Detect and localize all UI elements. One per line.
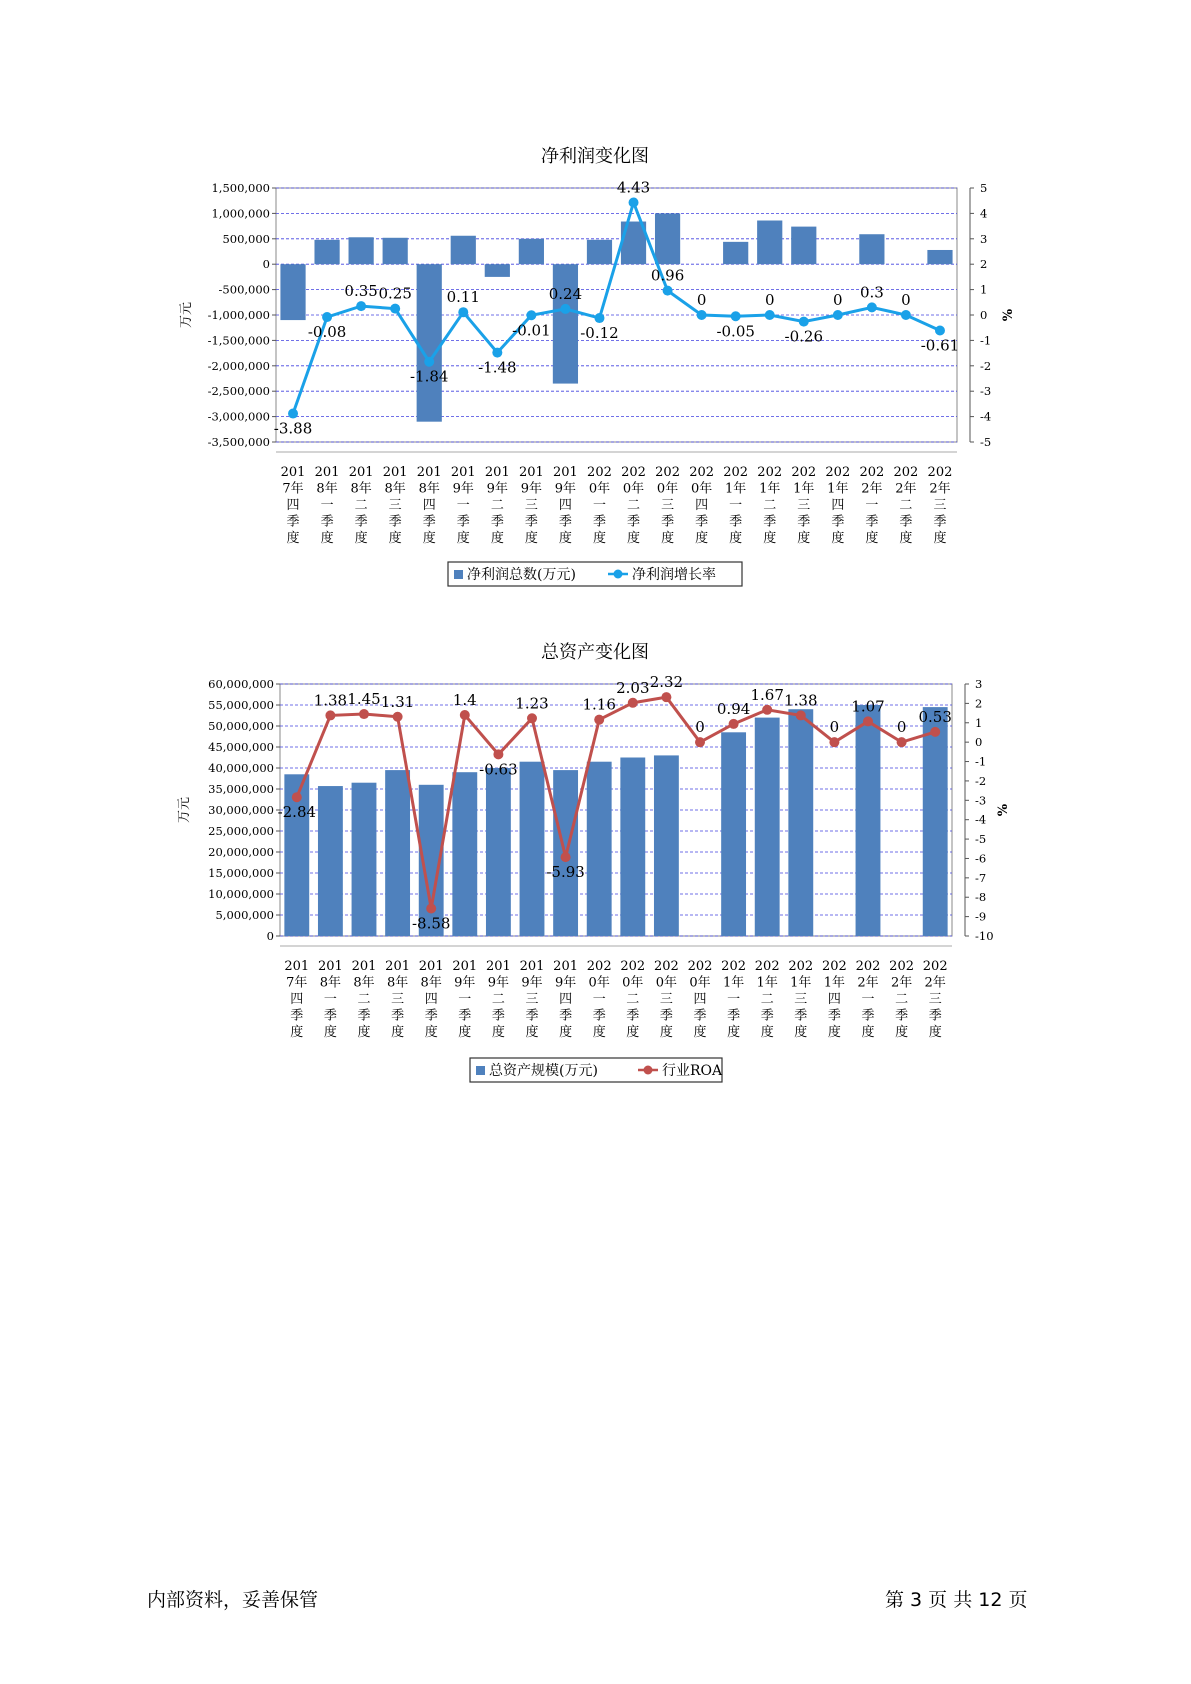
bar xyxy=(587,762,612,936)
y-tick-label: 1,000,000 xyxy=(211,206,270,221)
legend-bar-swatch xyxy=(454,570,463,579)
data-label: 0 xyxy=(695,718,705,737)
y-tick-label: 15,000,000 xyxy=(208,866,274,880)
data-label: 1.23 xyxy=(515,694,549,713)
bar xyxy=(757,221,782,265)
chart-svg xyxy=(0,640,1191,1090)
line-point xyxy=(493,749,503,759)
y-tick-label: -1,000,000 xyxy=(207,308,270,322)
y2-tick-label: 4 xyxy=(980,206,988,221)
data-label: 0.94 xyxy=(716,699,751,718)
bar xyxy=(927,250,952,264)
chart-title: 总资产变化图 xyxy=(541,642,649,663)
line-point xyxy=(594,715,604,725)
data-label: -0.08 xyxy=(307,323,347,342)
legend-bar-label: 总资产规模(万元) xyxy=(489,1063,598,1079)
x-tick-label: 202 2年三季度 xyxy=(927,465,953,546)
y2-tick-label: -1 xyxy=(975,754,987,769)
x-tick-label: 201 8年二季度 xyxy=(348,465,374,546)
x-tick-label: 201 8年四季度 xyxy=(418,959,444,1040)
x-tick-label: 201 9年二季度 xyxy=(484,465,510,546)
x-tick-label: 202 2年一季度 xyxy=(859,465,885,546)
y-tick-label: -2,000,000 xyxy=(207,358,270,373)
bar xyxy=(486,768,511,936)
legend-bar-label: 净利润总数(万元) xyxy=(467,567,576,583)
line-point xyxy=(527,713,537,723)
bar xyxy=(553,264,578,383)
data-label: 1.07 xyxy=(851,697,885,716)
bar xyxy=(791,227,816,265)
x-tick-label: 201 8年一季度 xyxy=(314,465,340,546)
x-tick-label: 202 2年二季度 xyxy=(889,959,915,1040)
y-tick-label: 30,000,000 xyxy=(208,803,274,817)
y2-tick-label: -8 xyxy=(975,890,987,905)
line-point xyxy=(426,903,436,913)
data-label: 0.35 xyxy=(344,282,378,301)
chart-svg xyxy=(0,140,1191,590)
line-point xyxy=(867,302,877,312)
y2-tick-label: 1 xyxy=(975,715,983,730)
x-tick-label: 202 0年一季度 xyxy=(586,959,612,1040)
bar xyxy=(723,242,748,264)
bar xyxy=(352,783,377,936)
bar xyxy=(755,718,780,936)
y2-tick-label: -3 xyxy=(975,793,987,808)
y-tick-label: -500,000 xyxy=(218,282,270,297)
y-tick-label: 0 xyxy=(266,929,274,943)
bar xyxy=(655,213,680,264)
data-label: -1.48 xyxy=(478,358,517,377)
y2-tick-label: 1 xyxy=(980,282,988,297)
line-point xyxy=(663,286,673,296)
line-point xyxy=(661,692,671,702)
x-tick-label: 202 1年二季度 xyxy=(754,959,780,1040)
x-tick-label: 201 7年四季度 xyxy=(284,959,310,1040)
y2-tick-label: -3 xyxy=(980,384,992,399)
data-label: 0.3 xyxy=(859,283,884,302)
line-point xyxy=(765,310,775,320)
data-label: 0 xyxy=(901,291,911,309)
data-label: -1.84 xyxy=(409,367,449,386)
y-tick-label: 1,500,000 xyxy=(211,181,270,195)
line-point xyxy=(288,409,298,419)
y2-tick-label: -5 xyxy=(980,435,992,449)
line-point xyxy=(424,357,434,367)
x-tick-label: 201 9年二季度 xyxy=(485,959,511,1040)
line-point xyxy=(292,792,302,802)
y2-tick-label: 2 xyxy=(975,696,983,711)
footer-page-number: 第 3 页 共 12 页 xyxy=(885,1589,1028,1611)
x-tick-label: 202 0年二季度 xyxy=(621,465,646,546)
data-label: 0.53 xyxy=(918,707,952,726)
data-label: -0.05 xyxy=(716,322,755,341)
data-label: 1.67 xyxy=(750,685,784,704)
data-label: -2.84 xyxy=(277,803,317,822)
y2-tick-label: -2 xyxy=(980,358,992,373)
y2-tick-label: -9 xyxy=(975,909,987,924)
bar xyxy=(385,770,410,936)
x-tick-label: 201 9年四季度 xyxy=(553,465,578,546)
y-tick-label: 25,000,000 xyxy=(208,824,274,838)
bar xyxy=(587,240,612,264)
data-label: -5.93 xyxy=(546,863,585,882)
line-point xyxy=(729,719,739,729)
data-label: 4.43 xyxy=(616,178,651,197)
data-label: 2.32 xyxy=(649,673,684,692)
x-tick-label: 201 9年三季度 xyxy=(519,959,545,1040)
data-label: -0.63 xyxy=(479,760,518,779)
x-tick-label: 202 2年二季度 xyxy=(893,465,919,546)
y-tick-label: 40,000,000 xyxy=(208,761,274,775)
bar xyxy=(417,264,442,421)
bar xyxy=(654,755,679,936)
legend-line-label: 净利润增长率 xyxy=(632,567,716,583)
y-tick-label: -3,000,000 xyxy=(207,409,270,424)
y2-tick-label: -6 xyxy=(975,851,987,866)
bar xyxy=(280,264,305,320)
data-label: 0 xyxy=(896,718,907,737)
x-tick-label: 202 0年一季度 xyxy=(587,465,612,546)
y2-tick-label: 2 xyxy=(980,257,988,272)
x-tick-label: 202 2年一季度 xyxy=(855,959,881,1040)
chart-title: 净利润变化图 xyxy=(541,146,649,167)
x-tick-label: 201 9年一季度 xyxy=(452,959,478,1040)
data-label: 1.16 xyxy=(582,695,616,714)
y2-tick-label: 3 xyxy=(975,677,983,691)
line-point xyxy=(356,301,366,311)
data-label: 1.45 xyxy=(347,690,381,709)
y-tick-label: 5,000,000 xyxy=(215,908,274,922)
line-point xyxy=(695,737,705,747)
data-label: 0.96 xyxy=(650,266,685,285)
y-tick-label: -3,500,000 xyxy=(207,435,270,449)
line-point xyxy=(629,197,639,207)
line-point xyxy=(492,348,502,358)
bar xyxy=(485,264,510,277)
x-tick-label: 202 0年三季度 xyxy=(653,959,679,1040)
data-label: -3.88 xyxy=(273,419,313,438)
line-point xyxy=(863,716,873,726)
line-point xyxy=(393,712,403,722)
x-tick-label: 202 1年二季度 xyxy=(757,465,783,546)
data-label: -0.61 xyxy=(920,336,960,355)
x-tick-label: 202 0年三季度 xyxy=(655,465,680,546)
y-tick-label: 0 xyxy=(262,257,270,272)
y-tick-label: 55,000,000 xyxy=(208,698,274,712)
x-tick-label: 202 2年三季度 xyxy=(922,959,948,1040)
line-point xyxy=(762,705,772,715)
bar xyxy=(923,707,948,936)
data-label: 2.03 xyxy=(616,678,650,697)
line-point xyxy=(935,325,945,335)
y2-tick-label: -4 xyxy=(975,812,987,827)
line-point xyxy=(829,737,839,747)
bar xyxy=(620,758,645,937)
y2-tick-label: -10 xyxy=(975,929,994,943)
data-label: 1.4 xyxy=(452,691,477,710)
y-tick-label: 35,000,000 xyxy=(208,782,274,796)
data-label: -0.12 xyxy=(580,324,619,343)
bar xyxy=(856,705,881,936)
x-tick-label: 202 1年三季度 xyxy=(791,465,817,546)
x-tick-label: 201 8年三季度 xyxy=(385,959,411,1040)
data-label: 0.24 xyxy=(548,284,583,303)
line-point xyxy=(561,852,571,862)
data-label: 0 xyxy=(764,291,775,309)
x-tick-label: 201 8年三季度 xyxy=(382,465,408,546)
bar xyxy=(318,786,343,936)
y2-tick-label: -7 xyxy=(975,870,987,885)
legend-line-marker xyxy=(644,1066,653,1075)
legend-bar-swatch xyxy=(476,1066,485,1075)
y-axis-label: 万元 xyxy=(179,301,194,329)
data-label: 0.25 xyxy=(378,284,412,303)
x-tick-label: 201 9年四季度 xyxy=(553,959,579,1040)
y2-axis-label: % xyxy=(996,803,1011,817)
y-tick-label: 500,000 xyxy=(222,231,270,246)
line-point xyxy=(901,310,911,320)
data-label: 1.31 xyxy=(380,692,415,711)
y-tick-label: 60,000,000 xyxy=(208,677,274,691)
line-point xyxy=(799,317,809,327)
y2-tick-label: 5 xyxy=(980,181,988,195)
bar xyxy=(452,772,477,936)
line-point xyxy=(594,313,604,323)
line-point xyxy=(930,727,940,737)
line-point xyxy=(458,307,468,317)
data-label: 0.11 xyxy=(446,288,480,307)
legend-line-label: 行业ROA xyxy=(662,1063,723,1079)
line-point xyxy=(322,312,332,322)
y-tick-label: 20,000,000 xyxy=(208,845,274,859)
x-tick-label: 201 8年一季度 xyxy=(317,959,343,1040)
x-tick-label: 202 0年四季度 xyxy=(689,465,715,546)
x-tick-label: 202 1年一季度 xyxy=(721,959,747,1040)
x-tick-label: 202 1年一季度 xyxy=(723,465,749,546)
data-label: -0.01 xyxy=(512,321,551,340)
x-tick-label: 201 8年四季度 xyxy=(416,465,442,546)
line-point xyxy=(833,310,843,320)
bar xyxy=(383,238,408,264)
total-assets-chart xyxy=(0,640,1191,1090)
x-tick-label: 202 1年四季度 xyxy=(821,959,847,1040)
bar xyxy=(520,762,545,936)
footer-confidential: 内部资料，妥善保管 xyxy=(147,1589,319,1611)
x-tick-label: 202 0年四季度 xyxy=(687,959,713,1040)
bar xyxy=(314,240,339,264)
x-tick-label: 202 1年四季度 xyxy=(825,465,851,546)
y2-tick-label: -5 xyxy=(975,832,987,847)
x-tick-label: 202 0年二季度 xyxy=(620,959,646,1040)
data-label: -8.58 xyxy=(411,914,451,933)
line-point xyxy=(526,310,536,320)
y-tick-label: -2,500,000 xyxy=(207,384,270,399)
y2-tick-label: 0 xyxy=(980,308,988,322)
line-point xyxy=(731,311,741,321)
bar xyxy=(519,239,544,264)
bar xyxy=(721,732,746,936)
data-label: -0.26 xyxy=(784,327,824,346)
data-label: 0 xyxy=(833,291,843,309)
y-tick-label: -1,500,000 xyxy=(207,333,270,348)
line-point xyxy=(460,710,470,720)
line-point xyxy=(390,304,400,314)
y2-tick-label: -4 xyxy=(980,409,992,424)
y-tick-label: 50,000,000 xyxy=(208,719,274,733)
line-point xyxy=(697,310,707,320)
x-tick-label: 201 9年一季度 xyxy=(450,465,476,546)
line-point xyxy=(560,304,570,314)
y2-tick-label: 3 xyxy=(980,231,988,246)
y2-axis-label: % xyxy=(1001,308,1016,322)
legend-line-marker xyxy=(614,570,623,579)
net-profit-chart xyxy=(0,140,1191,590)
y-tick-label: 10,000,000 xyxy=(208,887,274,901)
y-tick-label: 45,000,000 xyxy=(208,740,274,754)
data-label: 0 xyxy=(696,291,707,309)
data-label: 0 xyxy=(829,718,840,737)
y2-tick-label: -2 xyxy=(975,773,987,788)
x-tick-label: 201 8年二季度 xyxy=(351,959,377,1040)
line-point xyxy=(325,710,335,720)
line-point xyxy=(628,698,638,708)
x-tick-label: 202 1年三季度 xyxy=(788,959,814,1040)
bar xyxy=(859,234,884,264)
x-tick-label: 201 9年三季度 xyxy=(518,465,544,546)
line-point xyxy=(359,709,369,719)
line-point xyxy=(897,737,907,747)
y-axis-label: 万元 xyxy=(177,796,192,824)
bar xyxy=(349,237,374,264)
data-label: 1.38 xyxy=(784,691,818,710)
x-tick-label: 201 7年四季度 xyxy=(280,465,306,546)
y2-tick-label: -1 xyxy=(980,333,992,348)
line-point xyxy=(796,710,806,720)
bar xyxy=(451,236,476,264)
bar xyxy=(788,709,813,936)
y2-tick-label: 0 xyxy=(975,735,983,750)
data-label: 1.38 xyxy=(313,691,348,710)
